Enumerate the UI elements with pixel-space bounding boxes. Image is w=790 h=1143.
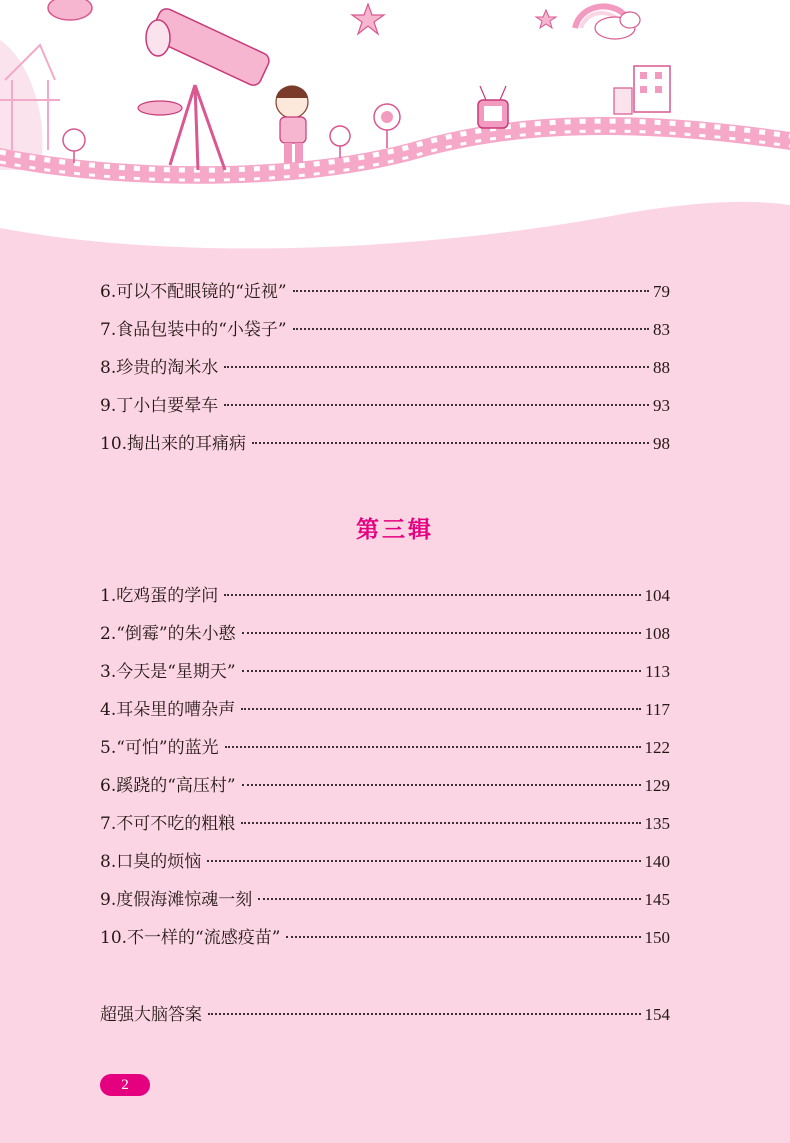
toc-entry-title: 3.今天是“星期天” (100, 662, 236, 682)
toc-entry[interactable] (100, 586, 670, 624)
toc-entry[interactable] (100, 662, 670, 700)
toc-entry-page: 117 (645, 700, 670, 719)
toc-entry[interactable] (100, 320, 670, 358)
toc-entry[interactable] (100, 700, 670, 738)
toc-entry-title: 4.耳朵里的嘈杂声 (100, 700, 236, 720)
toc-section-3 (100, 586, 670, 966)
dot-leader (207, 860, 640, 862)
dot-leader (225, 746, 641, 748)
toc-entry-page: 108 (644, 624, 670, 643)
toc-entry[interactable] (100, 928, 670, 966)
dot-leader (242, 784, 641, 786)
planet-icon (48, 0, 92, 20)
toc-entry-title: 2.“倒霉”的朱小憨 (100, 624, 236, 644)
toc-entry-page: 79 (653, 282, 670, 301)
toc-entry-page: 140 (644, 852, 670, 871)
toc-entry[interactable] (100, 396, 670, 434)
page-number-badge: 2 (100, 1074, 150, 1096)
dot-leader (242, 632, 641, 634)
toc-entry-title: 7.食品包装中的“小袋子” (100, 320, 287, 340)
toc-entry[interactable] (100, 1005, 670, 1043)
toc-entry-page: 129 (644, 776, 670, 795)
toc-entry-title: 6.蹊跷的“高压村” (100, 776, 236, 796)
toc-entry-page: 154 (644, 1005, 670, 1024)
toc-entry[interactable] (100, 776, 670, 814)
toc-entry[interactable] (100, 890, 670, 928)
toc-entry-page: 83 (653, 320, 670, 339)
star-icon (352, 4, 556, 34)
toc-entry-page: 93 (653, 396, 670, 415)
toc-entry[interactable] (100, 852, 670, 890)
dot-leader (258, 898, 640, 900)
toc-entry-title: 6.可以不配眼镜的“近视” (100, 282, 287, 302)
toc-entry-title: 8.珍贵的淘米水 (100, 358, 219, 378)
dot-leader (286, 936, 640, 938)
dot-leader (224, 404, 649, 406)
dot-leader (293, 328, 649, 330)
toc-entry-page: 104 (644, 586, 670, 605)
toc-entry-page: 98 (653, 434, 670, 453)
toc-entry[interactable] (100, 358, 670, 396)
toc-entry[interactable] (100, 814, 670, 852)
toc-appendix (100, 1005, 670, 1043)
toc-entry-title: 10.不一样的“流感疫苗” (100, 928, 281, 948)
toc-entry-page: 150 (644, 928, 670, 947)
toc-entry-page: 122 (644, 738, 670, 757)
toc-top (100, 282, 670, 472)
dot-leader (208, 1013, 641, 1015)
toc-entry-title: 10.掏出来的耳痛病 (100, 434, 247, 454)
dot-leader (241, 708, 641, 710)
tree-icon (63, 126, 350, 163)
dot-leader (224, 594, 640, 596)
section-title: 第三辑 (356, 517, 434, 543)
dot-leader (293, 290, 649, 292)
cloud-icon (595, 12, 640, 39)
flower-icon (374, 104, 400, 148)
toc-entry-title: 1.吃鸡蛋的学问 (100, 586, 219, 606)
toc-entry-page: 88 (653, 358, 670, 377)
toc-entry-title: 超强大脑答案 (100, 1005, 202, 1025)
toc-entry-page: 145 (644, 890, 670, 909)
toc-entry-title: 7.不可不吃的粗粮 (100, 814, 236, 834)
toc-entry-title: 9.丁小白要晕车 (100, 396, 219, 416)
telescope-icon (138, 6, 272, 170)
toc-entry[interactable] (100, 624, 670, 662)
toc-entry-page: 135 (644, 814, 670, 833)
toc-entry[interactable] (100, 738, 670, 776)
toc-entry[interactable] (100, 434, 670, 472)
child-icon (276, 86, 308, 163)
tv-icon (478, 86, 508, 128)
toc-entry-title: 5.“可怕”的蓝光 (100, 738, 219, 758)
dot-leader (252, 442, 649, 444)
dot-leader (242, 670, 642, 672)
toc-entry-title: 8.口臭的烦恼 (100, 852, 202, 872)
dot-leader (241, 822, 640, 824)
toc-entry-title: 9.度假海滩惊魂一刻 (100, 890, 253, 910)
building-icon (614, 66, 670, 114)
toc-entry-page: 113 (645, 662, 670, 681)
toc-entry[interactable] (100, 282, 670, 320)
dot-leader (224, 366, 649, 368)
